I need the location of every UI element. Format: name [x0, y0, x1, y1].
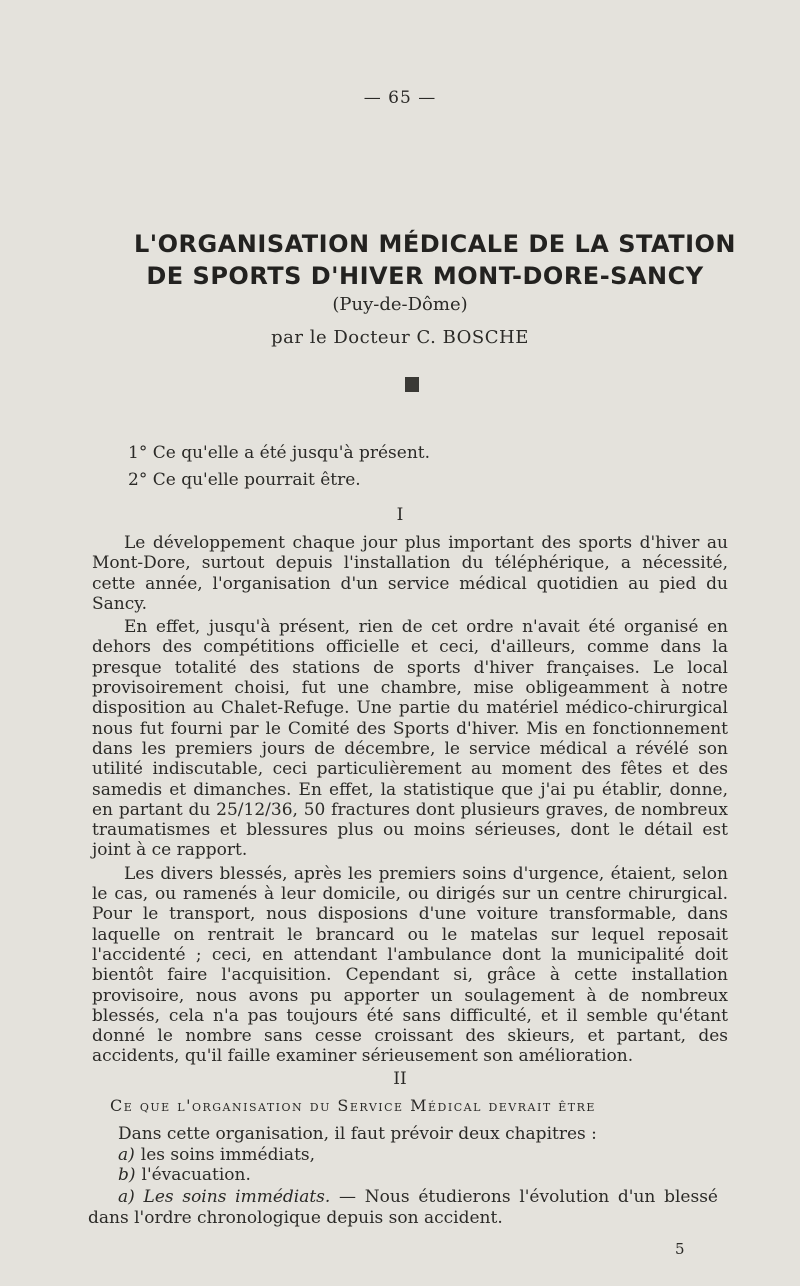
page-number: — 65 —	[363, 88, 437, 108]
article-title	[60, 228, 780, 292]
chapter-item	[118, 1145, 315, 1166]
section-1-body	[92, 533, 728, 1067]
chapter-item	[118, 1165, 251, 1186]
outline-item: 1° Ce qu'elle a été jusqu'à présent.	[128, 443, 431, 463]
ornament-square-icon	[405, 377, 419, 392]
final-paragraph	[88, 1187, 718, 1229]
chapter-text: l'évacuation.	[141, 1165, 251, 1185]
section-number-2: II	[393, 1069, 407, 1089]
chapter-text: les soins immédiats,	[140, 1145, 316, 1165]
final-emphasis: Les soins immédiats.	[143, 1187, 331, 1207]
paragraph: Le développement chaque jour plus important des sports d'hiver au Mont-Dore, surtout depuis l'installation du téléphérique, a nécessité, cette année, l'organisation d'un service médical quotidien au pied du Sancy.	[92, 533, 728, 614]
chapters-intro: Dans cette organisation, il faut prévoir deux chapitres :	[118, 1124, 597, 1144]
chapter-letter: a)	[118, 1145, 135, 1165]
signature-mark: 5	[675, 1240, 685, 1258]
title-line-2: DE SPORTS D'HIVER MONT-DORE-SANCY	[146, 262, 704, 290]
subtitle: (Puy-de-Dôme)	[332, 294, 468, 315]
outline-item: 2° Ce qu'elle pourrait être.	[128, 470, 361, 490]
paragraph: En effet, jusqu'à présent, rien de cet ordre n'avait été organisé en dehors des compétitions officielle et ceci, d'ailleurs, comme dans la presque totalité des stations de sports d'hiver françaises. Le local provisoirement choisi, fut une chambre, mise obligeamment à notre disposition au Chalet-Refuge. Une partie du matériel médico-chirurgical nous fut fourni par le Comité des Sports d'hiver. Mis en fonctionnement dans les premiers jours de décembre, le service médical a révélé son utilité indiscutable, ceci particulièrement au moment des fêtes et des samedis et dimanches. En effet, la statistique que j'ai pu établir, donne, en partant du 25/12/36, 50 fractures dont plusieurs graves, de nombreux traumatismes et blessures plus ou moins sérieuses, dont le détail est joint à ce rapport.	[92, 617, 728, 861]
section-2-heading: Ce que l'organisation du Service Médical devrait être	[110, 1096, 596, 1115]
section-number-1: I	[396, 505, 404, 525]
chapter-letter: b)	[118, 1165, 136, 1185]
final-text: — Nous étudierons l'évolution d'un blessé dans l'ordre chronologique depuis son accident.	[88, 1187, 718, 1228]
outline-list	[128, 440, 430, 494]
title-line-1: L'ORGANISATION MÉDICALE DE LA STATION	[134, 230, 736, 258]
author-line: par le Docteur C. BOSCHE	[271, 327, 529, 348]
final-letter: a)	[118, 1187, 135, 1207]
paragraph: Les divers blessés, après les premiers soins d'urgence, étaient, selon le cas, ou ramenés à leur domicile, ou dirigés sur un centre chirurgical. Pour le transport, nous disposions d'une voiture transformable, dans laquelle on rentrait le brancard ou le matelas sur lequel reposait l'accidenté ; ceci, en attendant l'ambulance dont la municipalité doit bientôt faire l'acquisition. Cependant si, grâce à cette installation provisoire, nous avons pu apporter un soulagement à de nombreux blessés, cela n'a pas toujours été sans difficulté, et il semble qu'étant donné le nombre sans cesse croissant des skieurs, et partant, des accidents, qu'il faille examiner sérieusement son amélioration.	[92, 863, 728, 1067]
